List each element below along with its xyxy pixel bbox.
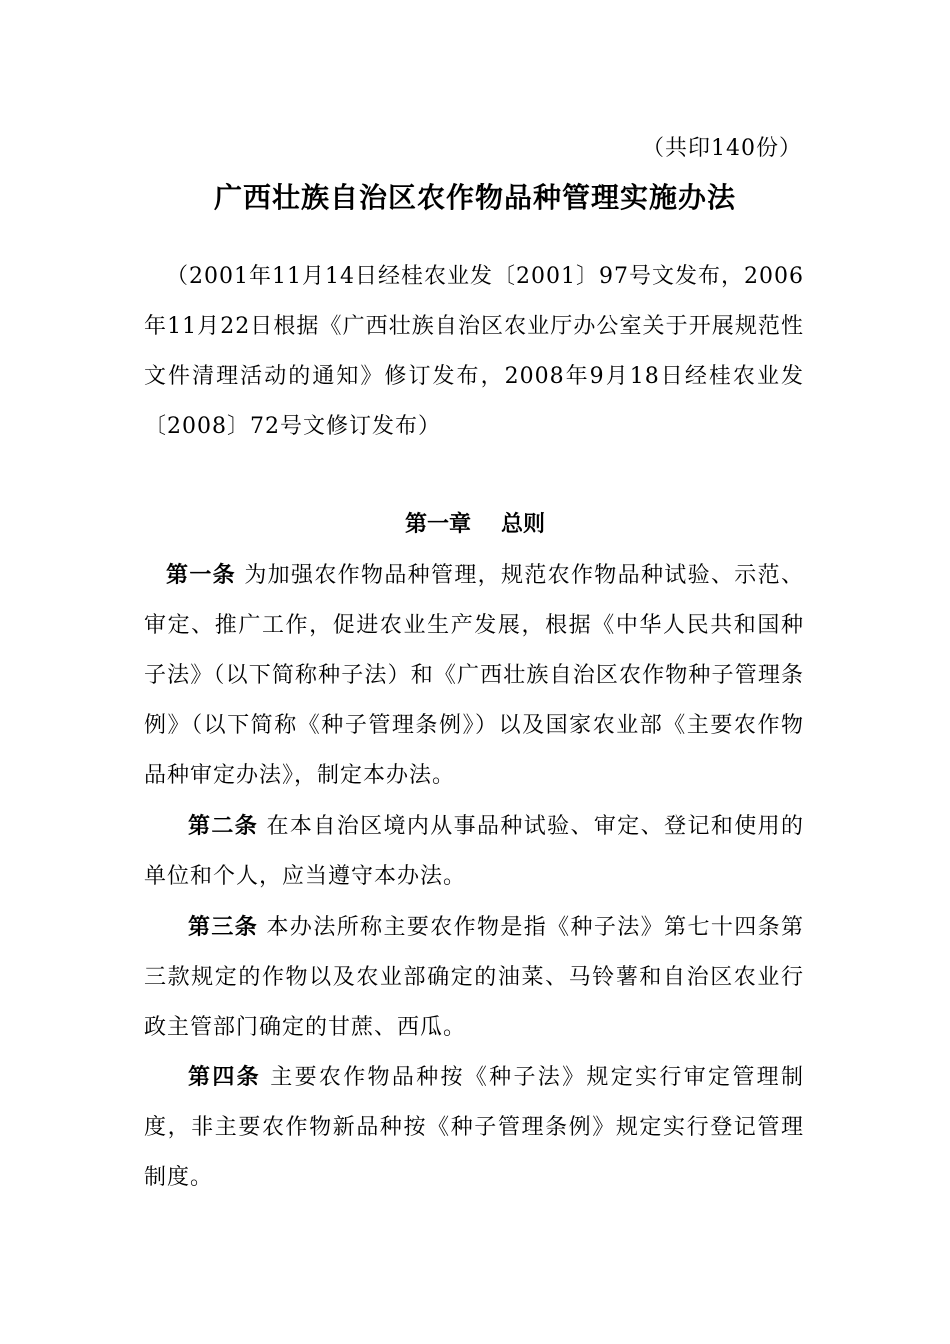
- copies-note: （共印140份）: [642, 136, 802, 161]
- chapter-number: 第一章: [404, 511, 471, 537]
- publication-note: （2001年11月14日经桂农业发〔2001〕97号文发布，2006年11月22日根据《广西壮族自治区农业厅办公室关于开展规范性文件清理活动的通知》修订发布，2008年9月18日经桂农业发〔2008〕72号文修订发布）: [144, 264, 804, 439]
- document-title: 广西壮族自治区农作物品种管理实施办法: [213, 181, 736, 214]
- article-2-label: 第二条: [188, 813, 259, 839]
- article-1-text: 为加强农作物品种管理，规范农作物品种试验、示范、审定、推广工作，促进农业生产发展，根据《中华人民共和国种子法》（以下简称种子法）和《广西壮族自治区农作物种子管理条例》（以下简称《种子管理条例》）以及国家农业部《主要农作物品种审定办法》，制定本办法。: [144, 563, 804, 788]
- article-2: [144, 801, 804, 902]
- article-3: [144, 902, 804, 1053]
- chapter-name: 总则: [501, 511, 546, 537]
- article-3-label: 第三条: [188, 914, 259, 940]
- article-4: [144, 1052, 804, 1203]
- chapter-heading: [0, 502, 950, 546]
- article-4-label: 第四条: [188, 1064, 261, 1090]
- article-3-text: 本办法所称主要农作物是指《种子法》第七十四条第三款规定的作物以及农业部确定的油菜、马铃薯和自治区农业行政主管部门确定的甘蔗、西瓜。: [144, 915, 804, 1040]
- article-4-text: 主要农作物品种按《种子法》规定实行审定管理制度，非主要农作物新品种按《种子管理条例》规定实行登记管理制度。: [144, 1065, 804, 1190]
- article-1-label: 第一条: [166, 562, 236, 588]
- article-1: [144, 550, 804, 801]
- article-2-text: 在本自治区境内从事品种试验、审定、登记和使用的单位和个人，应当遵守本办法。: [144, 814, 804, 889]
